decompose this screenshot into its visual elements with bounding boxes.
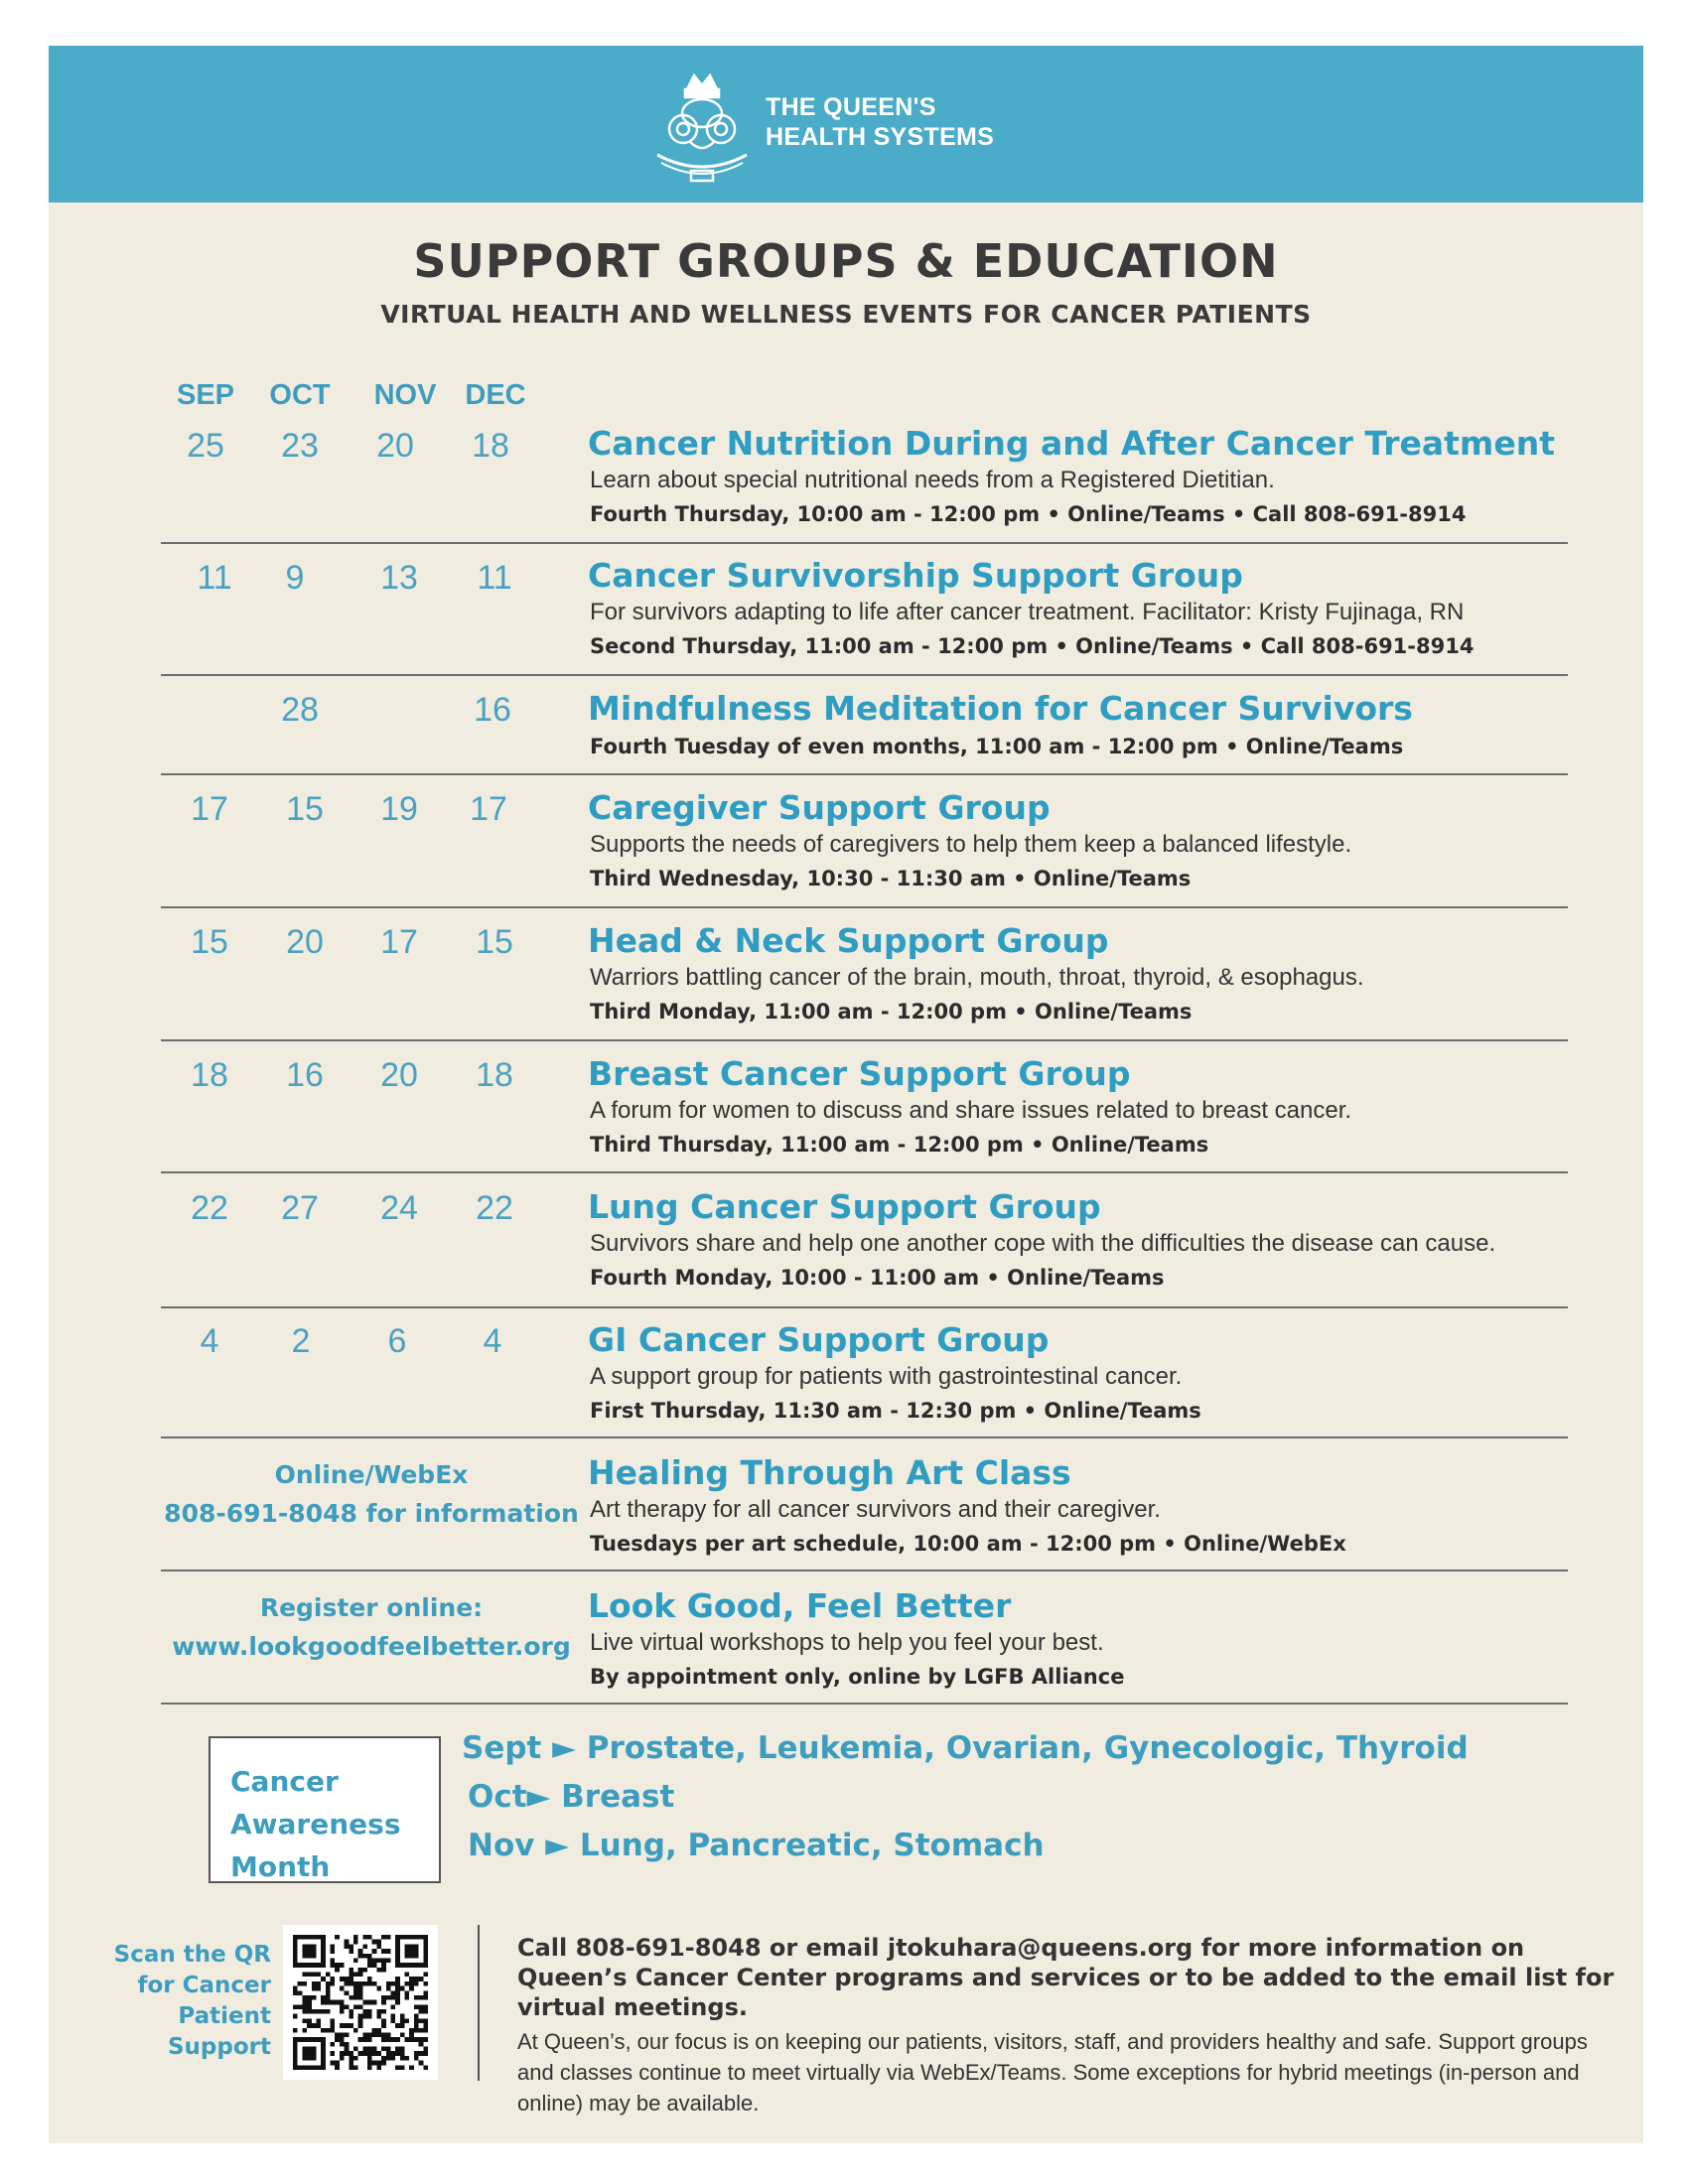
safety-note: At Queen’s, our focus is on keeping our patients, visitors, staff, and providers healthy and safe. Support groups and classes continue to meet virtually via WebEx/Teams. Some exceptions for hybrid meetings (in-person and online) may be available. <box>517 2029 1588 2116</box>
header-banner <box>49 46 1643 203</box>
qr-code[interactable] <box>283 1925 438 2080</box>
event-description: A support group for patients with gastrointestinal cancer. <box>590 1363 1183 1390</box>
date-dec: 18 <box>472 427 509 465</box>
event-title: Breast Cancer Support Group <box>588 1054 1131 1093</box>
date-dec: 16 <box>474 691 511 729</box>
event-title: Lung Cancer Support Group <box>588 1187 1101 1226</box>
month-sep: SEP <box>176 379 235 411</box>
event-title: Healing Through Art Class <box>588 1453 1071 1492</box>
date-oct: 16 <box>286 1056 324 1094</box>
date-dec: 22 <box>476 1189 513 1227</box>
date-oct: 23 <box>281 427 319 465</box>
qr-label-line: Support <box>167 2034 271 2060</box>
date-nov: 24 <box>380 1189 418 1227</box>
contact-info: Call 808-691-8048 or email jtokuhara@queens.org for more information on Queen’s Cancer Center programs and services or to be added to the email list for virtual meetings. <box>517 1934 1615 2021</box>
event-title: Head & Neck Support Group <box>588 921 1109 960</box>
event-description: Learn about special nutritional needs from a Registered Dietitian. <box>590 467 1275 493</box>
event-schedule: Tuesdays per art schedule, 10:00 am - 12:00 pm • Online/WebEx <box>590 1532 1346 1556</box>
event-description: A forum for women to discuss and share issues related to breast cancer. <box>590 1097 1352 1124</box>
event-schedule: Fourth Monday, 10:00 - 11:00 am • Online/Teams <box>590 1266 1165 1290</box>
row-divider <box>161 674 1568 676</box>
event-title: Look Good, Feel Better <box>588 1586 1012 1625</box>
date-dec: 18 <box>476 1056 513 1094</box>
month-header <box>49 379 644 419</box>
qr-label-line: for Cancer <box>137 1973 271 1998</box>
date-sep: 17 <box>191 790 228 828</box>
awareness-box-line: Cancer <box>230 1765 339 1798</box>
crest-logo-icon <box>647 68 757 185</box>
event-schedule: Third Thursday, 11:00 am - 12:00 pm • Online/Teams <box>590 1133 1209 1157</box>
date-nov: 6 <box>387 1322 407 1360</box>
month-nov: NOV <box>373 379 437 411</box>
event-schedule: Third Monday, 11:00 am - 12:00 pm • Online/Teams <box>590 1000 1193 1024</box>
qr-label <box>102 1940 271 2063</box>
date-dec: 11 <box>477 559 512 597</box>
date-oct: 28 <box>281 691 319 729</box>
awareness-nov: Nov ► Lung, Pancreatic, Stomach <box>468 1828 1045 1863</box>
event-schedule: Third Wednesday, 10:30 - 11:30 am • Online/Teams <box>590 867 1192 890</box>
month-dec: DEC <box>465 379 526 411</box>
event-description: Supports the needs of caregivers to help them keep a balanced lifestyle. <box>590 831 1352 858</box>
event-title: GI Cancer Support Group <box>588 1320 1050 1359</box>
row-divider <box>161 1171 1568 1173</box>
date-nov: 19 <box>380 790 418 828</box>
event-description: Survivors share and help one another cope with the difficulties the disease can cause. <box>590 1230 1496 1257</box>
awareness-box-line: Month <box>230 1850 331 1883</box>
row-divider <box>161 1703 1568 1705</box>
org-name-line2: HEALTH SYSTEMS <box>766 123 995 151</box>
awareness-sept: Sept ► Prostate, Leukemia, Ovarian, Gynecologic, Thyroid <box>462 1730 1469 1766</box>
org-name <box>766 92 994 152</box>
footer-divider <box>478 1925 480 2081</box>
date-oct: 9 <box>285 559 305 597</box>
date-dec: 4 <box>483 1322 502 1360</box>
row-divider <box>161 1306 1568 1308</box>
page-title: SUPPORT GROUPS & EDUCATION <box>413 234 1279 288</box>
qr-label-line: Patient <box>178 2003 271 2029</box>
date-nov: 20 <box>376 427 414 465</box>
row-divider <box>161 1039 1568 1041</box>
awareness-oct: Oct► Breast <box>468 1779 675 1815</box>
row-divider <box>161 773 1568 775</box>
event-title: Mindfulness Meditation for Cancer Survivors <box>588 689 1413 728</box>
date-oct: 2 <box>291 1322 311 1360</box>
event-title: Caregiver Support Group <box>588 788 1051 827</box>
event-title: Cancer Survivorship Support Group <box>588 556 1243 595</box>
event-schedule: Second Thursday, 11:00 am - 12:00 pm • Online/Teams • Call 808-691-8914 <box>590 634 1475 658</box>
date-nov: 17 <box>380 923 418 961</box>
row-divider <box>161 542 1568 544</box>
lgfb-website-link[interactable]: www.lookgoodfeelbetter.org <box>172 1632 571 1661</box>
access-line2: 808-691-8048 for information <box>164 1499 579 1528</box>
row-divider <box>161 1570 1568 1571</box>
date-dec: 15 <box>476 923 513 961</box>
event-title: Cancer Nutrition During and After Cancer Treatment <box>588 424 1555 463</box>
flyer-page <box>49 46 1643 2143</box>
awareness-box-line: Awareness <box>230 1808 401 1841</box>
date-sep: 25 <box>187 427 224 465</box>
event-description: Warriors battling cancer of the brain, mouth, throat, thyroid, & esophagus. <box>590 964 1364 991</box>
qr-code-icon <box>293 1935 428 2070</box>
qr-label-line: Scan the QR <box>113 1942 271 1968</box>
page-subtitle: VIRTUAL HEALTH AND WELLNESS EVENTS FOR CANCER PATIENTS <box>380 300 1312 329</box>
row-divider <box>161 906 1568 908</box>
access-line1: Online/WebEx <box>274 1460 469 1489</box>
awareness-month-box <box>209 1736 441 1883</box>
date-nov: 20 <box>380 1056 418 1094</box>
event-schedule: First Thursday, 11:30 am - 12:30 pm • Online/Teams <box>590 1399 1201 1423</box>
month-oct: OCT <box>269 379 331 411</box>
date-nov: 13 <box>380 559 418 597</box>
date-sep: 11 <box>197 559 232 597</box>
date-sep: 4 <box>200 1322 219 1360</box>
event-access-info <box>158 1588 585 1666</box>
date-sep: 15 <box>191 923 228 961</box>
date-sep: 22 <box>191 1189 228 1227</box>
date-dec: 17 <box>470 790 507 828</box>
event-description: Live virtual workshops to help you feel your best. <box>590 1629 1104 1656</box>
date-oct: 27 <box>281 1189 319 1227</box>
event-description: Art therapy for all cancer survivors and their caregiver. <box>590 1496 1161 1523</box>
event-description: For survivors adapting to life after cancer treatment. Facilitator: Kristy Fujinaga, RN <box>590 599 1465 625</box>
date-oct: 15 <box>286 790 324 828</box>
event-schedule: Fourth Tuesday of even months, 11:00 am - 12:00 pm • Online/Teams <box>590 735 1404 758</box>
row-divider <box>161 1436 1568 1438</box>
event-schedule: Fourth Thursday, 10:00 am - 12:00 pm • Online/Teams • Call 808-691-8914 <box>590 502 1467 526</box>
access-line1: Register online: <box>259 1593 484 1622</box>
date-sep: 18 <box>191 1056 228 1094</box>
event-access-info <box>158 1455 585 1533</box>
event-schedule: By appointment only, online by LGFB Alliance <box>590 1665 1125 1689</box>
org-name-line1: THE QUEEN'S <box>766 93 936 121</box>
date-oct: 20 <box>286 923 324 961</box>
